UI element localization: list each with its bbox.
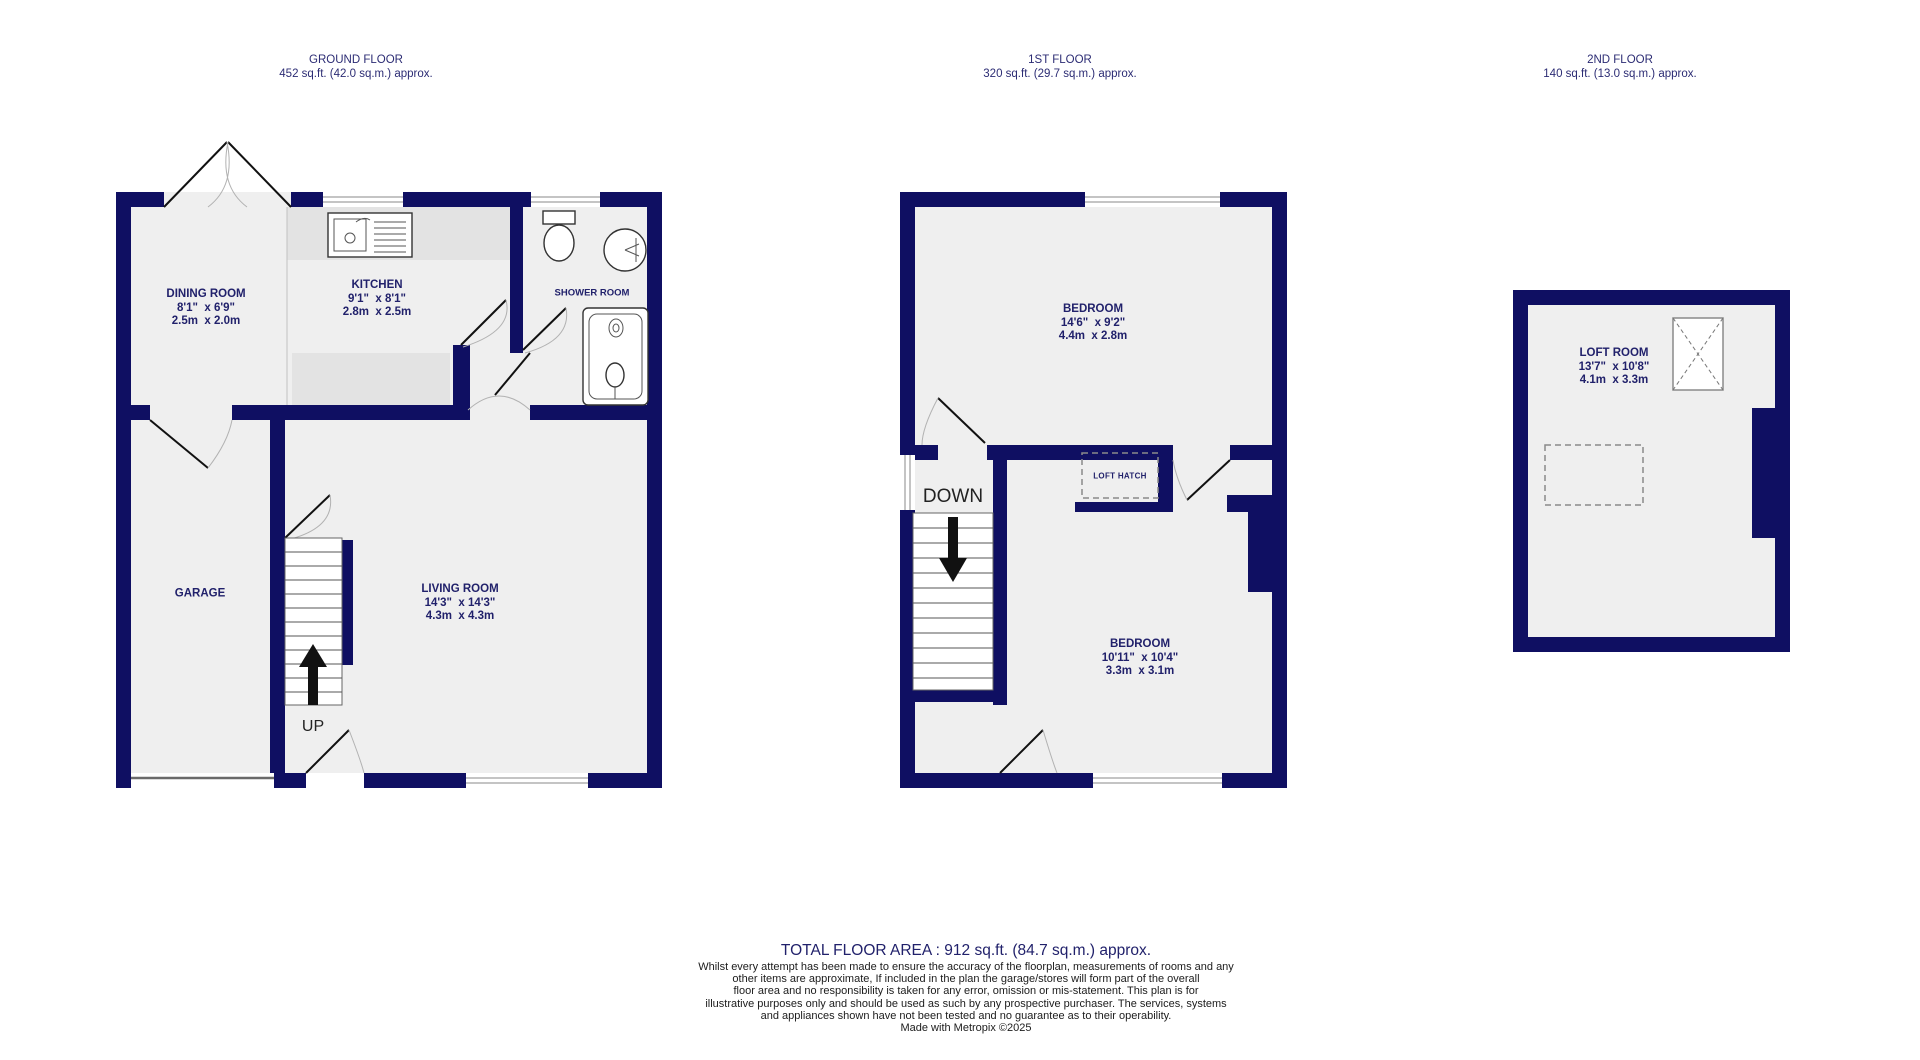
first-floor-area: 320 sq.ft. (29.7 sq.m.) approx. (983, 67, 1137, 80)
bedroom1-window (1085, 192, 1220, 207)
stairs-down (913, 513, 993, 690)
total-floor-area: TOTAL FLOOR AREA : 912 sq.ft. (84.7 sq.m.) approx. (780, 942, 1152, 959)
skylight-icon (1673, 318, 1723, 390)
stairs-up (285, 538, 342, 705)
bedroom1-label: BEDROOM 14'6" x 9'2" 4.4m x 2.8m (1058, 302, 1128, 342)
loft-chimney-breast (1752, 408, 1775, 538)
second-floor-title: 2ND FLOOR (1587, 54, 1653, 66)
ground-floor-area: 452 sq.ft. (42.0 sq.m.) approx. (279, 67, 433, 80)
metropix-credit: Made with Metropix ©2025 (900, 1022, 1032, 1035)
living-room-window (466, 773, 588, 788)
second-floor-area: 140 sq.ft. (13.0 sq.m.) approx. (1543, 67, 1697, 80)
disclaimer-line-3: floor area and no responsibility is taken for any error, omission or mis-statement. This plan is for (733, 985, 1199, 998)
toilet-icon (543, 211, 575, 261)
loft-room-label: LOFT ROOM 13'7" x 10'8" 4.1m x 3.3m (1578, 346, 1650, 386)
shower-room-window (531, 192, 600, 207)
disclaimer-line-5: and appliances shown have not been tested and no guarantee as to their operability. (760, 1009, 1172, 1022)
ground-floor-header (156, 54, 556, 81)
footer (566, 941, 1366, 1034)
kitchen-window (323, 192, 403, 207)
second-floor-header (1420, 54, 1820, 81)
garage-door (131, 773, 274, 788)
living-room-label: LIVING ROOM 14'3" x 14'3" 4.3m x 4.3m (421, 582, 499, 622)
first-floor-title: 1ST FLOOR (1028, 54, 1092, 66)
shower-tray-icon (583, 308, 648, 405)
kitchen-label: KITCHEN 9'1" x 8'1" 2.8m x 2.5m (342, 278, 412, 318)
kitchen-counter-bottom (292, 353, 450, 405)
disclaimer-line-2: other items are approximate, If included in the plan the garage/stores will form part of the overall (732, 973, 1200, 986)
ground-floor-plan (116, 128, 662, 788)
dining-room-label: DINING ROOM 8'1" x 6'9" 2.5m x 2.0m (166, 287, 246, 327)
garage-label: GARAGE (174, 587, 226, 600)
disclaimer-line-4: illustrative purposes only and should be used as such by any prospective purchaser. The services, systems (705, 997, 1227, 1010)
disclaimer-line-1: Whilst every attempt has been made to ensure the accuracy of the floorplan, measurements of rooms and any (698, 961, 1234, 973)
shower-room-label: SHOWER ROOM (554, 287, 630, 299)
bedroom2-window (1093, 773, 1222, 788)
basin-icon (604, 229, 646, 271)
loft-hatch-label: LOFT HATCH (1093, 471, 1147, 481)
first-floor-header (860, 54, 1260, 81)
up-label: UP (301, 718, 325, 735)
loft-floor-area-fill (1528, 305, 1775, 637)
ground-floor-title: GROUND FLOOR (309, 54, 403, 66)
second-floor-plan (1513, 290, 1790, 652)
down-label: DOWN (922, 486, 984, 507)
landing-window (900, 455, 915, 510)
bedroom2-label: BEDROOM 10'11" x 10'4" 3.3m x 3.1m (1101, 637, 1179, 677)
sink-unit-icon (328, 213, 412, 257)
